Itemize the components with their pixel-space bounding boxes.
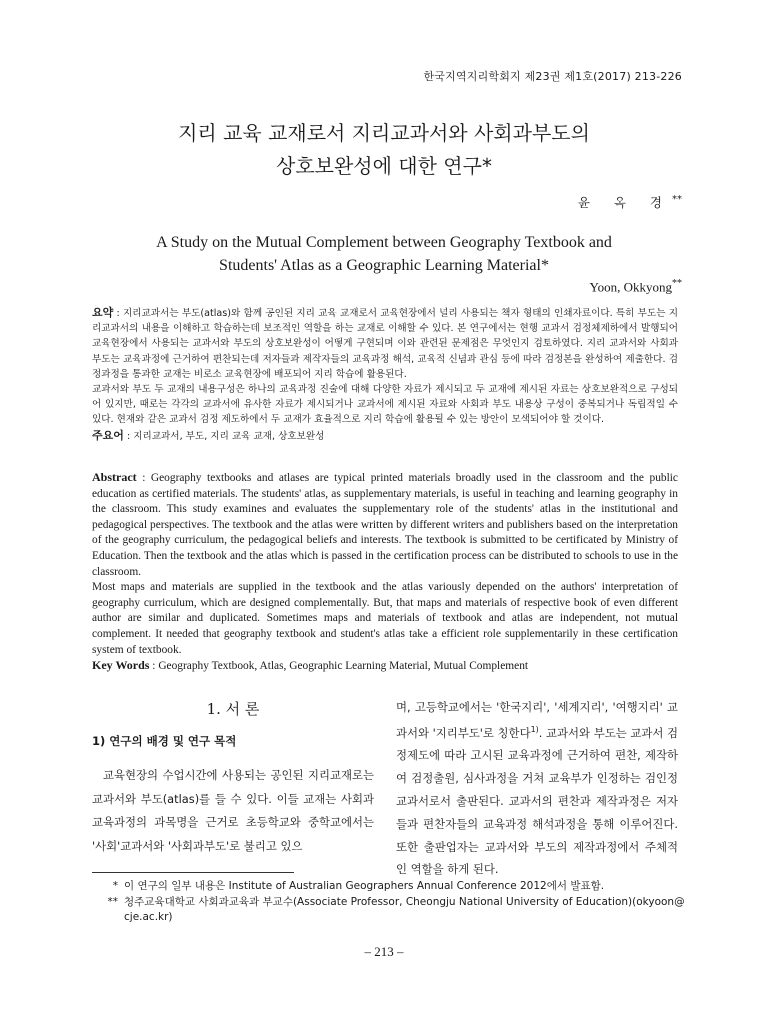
korean-abstract-para1: 요약 : 지리교과서는 부도(atlas)와 함께 공인된 지리 교육 교재로서 교육현장에서 널리 사용되는 책자 형태의 인쇄자료이다. 특히 부도는 지리교과서의 내용을 이해하고 학습하는데 보조적인 역할을 하는 교재로 이해할 수 있다. 본 연구에서는 현행 교과서 검정체제하에서 발행되어 교육현장에서 사용되는 교과서와 부도의 상호보완성이 어떻게 구현되며 이와 관련된 문제점은 무엇인지 검토하였다. 지리 교과서와 사회과 부도는 교육과정에 근거하여 편찬되는데 저자들과 제작자들의 교육과정 해석, 교육적 신념과 관심 등에 따라 검정본을 완성하여 제출한다. 검정과정을 통과한 교재는 비로소 교육현장에 배포되어 지리 학습에 활용된다.: [92, 306, 678, 380]
footnote-1: [92, 879, 692, 894]
english-abstract-text1: Geography textbooks and atlases are typical printed materials broadly used in the classroom and the public education as certified materials. The students' atlas, as supplementary materials, is useful in teaching and learning geography in the classroom. This study examines and evaluates the supplementary role of the students' atlas in the institutional and pedagogical perspectives. The textbook and the atlas were written by different writers and publishers based on the interpretation of the geography curriculum, the pedagogical beliefs and interests. The textbook is submitted to be certificated by Ministry of Education. Then the textbook and the atlas which is passed in the certification process can be distributed to schools to use in the classroom.: [92, 472, 678, 578]
footnote-2-mark: **: [107, 896, 118, 908]
section-title: 1. 서 론: [206, 700, 260, 718]
korean-keywords-text: 지리교과서, 부도, 지리 교육 교재, 상호보완성: [133, 430, 325, 442]
footnote-2: [92, 895, 692, 925]
body-text-right: [396, 696, 678, 881]
english-author: [590, 278, 682, 295]
korean-author-mark: **: [672, 193, 682, 205]
body-column-left: [92, 696, 374, 858]
footnote-1-text: 이 연구의 일부 내용은 Institute of Australian Geographers Annual Conference 2012에서 발표함.: [124, 880, 605, 892]
korean-author: [578, 193, 682, 211]
footnote-ref-1: 1): [530, 724, 539, 734]
english-abstract: [92, 470, 678, 675]
korean-author-name: 윤 옥 경: [577, 195, 672, 210]
korean-keywords-label: 주요어: [92, 428, 124, 442]
subsection-title: 1) 연구의 배경 및 연구 목적: [92, 734, 237, 748]
footnote-divider: [92, 872, 294, 873]
english-author-name: Yoon, Okkyong: [589, 279, 672, 295]
korean-keywords: 주요어 : 지리교과서, 부도, 지리 교육 교재, 상호보완성: [92, 428, 325, 442]
korean-abstract: [92, 305, 678, 444]
english-keywords: Key Words : Geography Textbook, Atlas, Geographic Learning Material, Mutual Complement: [92, 658, 529, 673]
english-abstract-label: Abstract: [92, 470, 137, 484]
english-title-line1: A Study on the Mutual Complement between Geography Textbook and: [156, 234, 612, 251]
footnote-2-continuation: cje.ac.kr): [124, 911, 173, 923]
korean-title-line1: 지리 교육 교재로서 지리교과서와 사회과부도의: [178, 121, 590, 145]
footnote-2-text: 청주교육대학교 사회과교육과 부교수(Associate Professor, Cheongju National University of Education)(okyoon@: [124, 896, 685, 908]
english-abstract-para2: Most maps and materials are supplied in the textbook and the atlas variously depended on the authors' interpretation of geography curriculum, which are designed complementally. But, that maps and materials of respective book of even different author are similar and duplicated. Sometimes maps and materials of textbook and atlas are independent, not mutual complement. It needed that geography textbook and student's atlas take a efficient role supplementarily in these certification system of textbook.: [92, 581, 678, 656]
korean-abstract-text1: 지리교과서는 부도(atlas)와 함께 공인된 지리 교육 교재로서 교육현장에서 널리 사용되는 책자 형태의 인쇄자료이다. 특히 부도는 지리교과서의 내용을 이해하고 학습하는데 보조적인 역할을 하는 교재로 이해할 수 있다. 본 연구에서는 현행 교과서 검정체제하에서 발행되어 교육현장에서 사용되는 교과서와 부도의 상호보완성이 어떻게 구현되며 이와 관련된 문제점은 무엇인지 검토하였다. 지리 교과서와 사회과 부도는 교육과정에 근거하여 편찬되는데 저자들과 제작자들의 교육과정 해석, 교육적 신념과 관심 등에 따라 검정본을 완성하여 제출한다. 검정과정을 통과한 교재는 비로소 교육현장에 배포되어 지리 학습에 활용된다.: [92, 308, 678, 380]
english-keywords-label: Key Words: [92, 658, 150, 673]
footnote-1-mark: *: [112, 880, 118, 892]
page-number: – 213 –: [364, 944, 404, 959]
english-author-mark: **: [672, 278, 682, 289]
english-abstract-para1: Abstract : Geography textbooks and atlases are typical printed materials broadly used in the classroom and the public education as certified materials. The students' atlas, as supplementary materials, is useful in teaching and learning geography in the classroom. This study examines and evaluates the supplementary role of the students' atlas in the institutional and pedagogical perspectives. The textbook and the atlas were written by different writers and publishers based on the interpretation of the geography curriculum, the pedagogical beliefs and interests. The textbook is submitted to be certificated by Ministry of Education. Then the textbook and the atlas which is passed in the certification process can be distributed to schools to use in the classroom.: [92, 470, 678, 578]
korean-title-line2: 상호보완성에 대한 연구*: [276, 154, 492, 178]
english-title-line2: Students' Atlas as a Geographic Learning Material*: [219, 257, 549, 274]
journal-header: 한국지역지리학회지 제23권 제1호(2017) 213-226: [423, 70, 682, 83]
korean-abstract-label: 요약: [92, 306, 114, 319]
body-column-right: [396, 696, 678, 881]
body-text-right-pre: 며, 고등학교에서는 '한국지리', '세계지리', '여행지리' 교과서와 '지리부도'로 칭한다: [396, 700, 678, 740]
body-text-left: 교육현장의 수업시간에 사용되는 공인된 지리교재로는 교과서와 부도(atlas)를 들 수 있다. 이들 교재는 사회과 교육과정의 과목명을 근거로 초등학교와 중학교에서는 '사회'교과서와 '사회과부도'로 불리고 있으: [92, 768, 374, 853]
english-keywords-text: Geography Textbook, Atlas, Geographic Learning Material, Mutual Complement: [158, 660, 529, 673]
body-text-right-post: . 교과서와 부도는 교과서 검정제도에 따라 고시된 교육과정에 근거하여 편찬, 제작하여 검정출원, 심사과정을 거쳐 교육부가 인정하는 검인정 교과서로서 출판된다. 교과서의 편찬과 제작과정은 저자들과 편찬자들의 교육과정 해석과정을 통해 이루어진다. 또한 출판업자는 교과서와 부도의 제작과정에서 주체적인 역할을 하게 된다.: [396, 725, 678, 877]
korean-abstract-para2: 교과서와 부도 두 교재의 내용구성은 하나의 교육과정 진술에 대해 다양한 자료가 제시되고 두 교재에 제시된 자료는 상호보완적으로 구성되어 있지만, 때로는 각각의 교과서에 유사한 자료가 제시되거나 교과서에 제시된 자료와 사회과 부도 내용상 구성이 중복되거나 독립적일 수 있다. 현재와 같은 교과서 검정 제도하에서 두 교재가 효율적으로 지리 학습에 활용될 수 있는 방안이 모색되어야 할 것이다.: [92, 384, 678, 426]
